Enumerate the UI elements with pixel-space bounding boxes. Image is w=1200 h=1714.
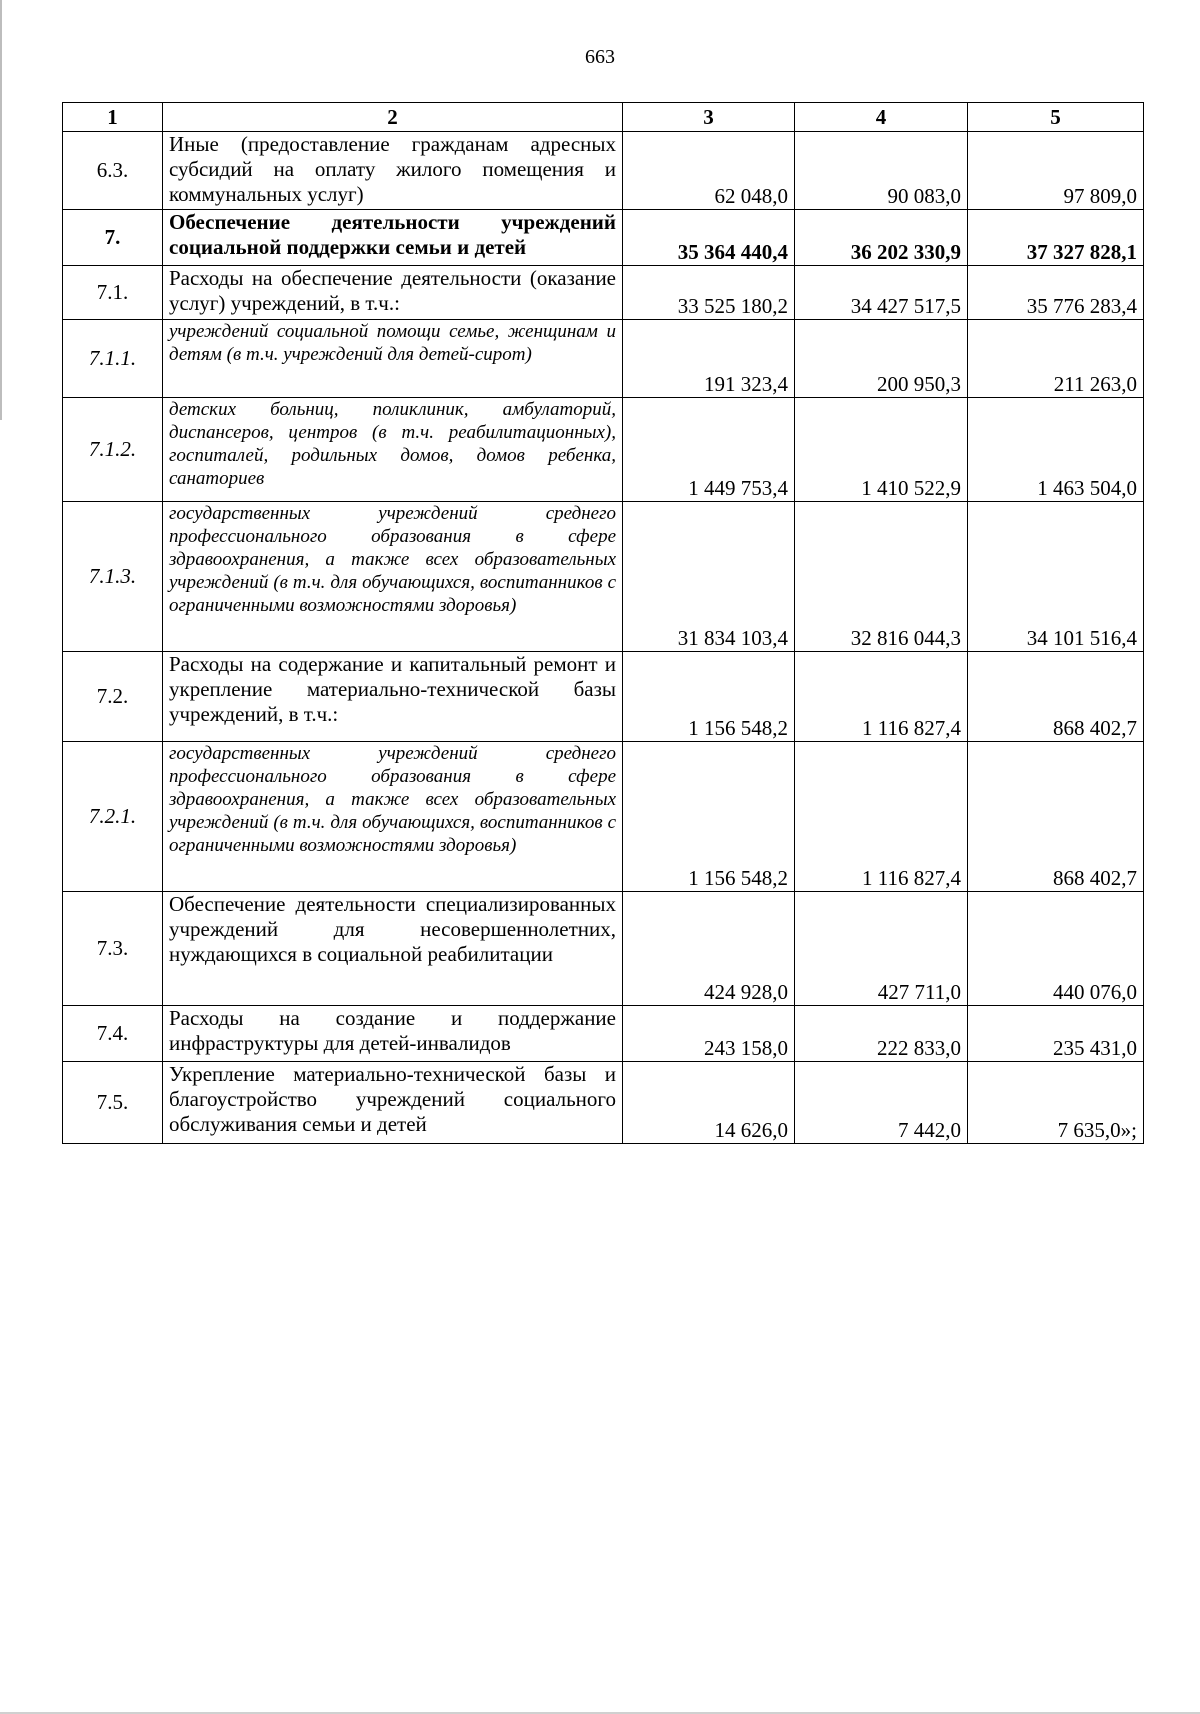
row-value-col4: 90 083,0 — [795, 132, 968, 210]
row-value-col3: 424 928,0 — [623, 892, 795, 1006]
row-value-col5: 34 101 516,4 — [968, 502, 1144, 652]
row-value-col3: 35 364 440,4 — [623, 210, 795, 266]
table-header-row — [63, 103, 1144, 132]
table-row — [63, 210, 1144, 266]
row-value-col4: 32 816 044,3 — [795, 502, 968, 652]
row-description: Укрепление материально-технической базы и благоустройство учреждений социального обслуживания семьи и детей — [163, 1062, 623, 1144]
row-value-col5: 235 431,0 — [968, 1006, 1144, 1062]
table-row — [63, 742, 1144, 892]
table-row — [63, 132, 1144, 210]
row-description: Обеспечение деятельности специализированных учреждений для несовершеннолетних, нуждающихся в социальной реабилитации — [163, 892, 623, 1006]
row-description: учреждений социальной помощи семье, женщинам и детям (в т.ч. учреждений для детей-сирот) — [163, 320, 623, 398]
row-description: государственных учреждений среднего профессионального образования в сфере здравоохранения, а также всех образовательных учреждений (в т.ч. для обучающихся, воспитанников с ограниченными возможностями здоровья) — [163, 502, 623, 652]
row-value-col4: 1 116 827,4 — [795, 742, 968, 892]
row-value-col5: 37 327 828,1 — [968, 210, 1144, 266]
row-number: 7.1. — [63, 266, 163, 320]
row-value-col5: 440 076,0 — [968, 892, 1144, 1006]
row-value-col4: 427 711,0 — [795, 892, 968, 1006]
header-col-2: 2 — [163, 103, 623, 132]
header-col-1: 1 — [63, 103, 163, 132]
row-value-col4: 1 116 827,4 — [795, 652, 968, 742]
row-value-col3: 62 048,0 — [623, 132, 795, 210]
row-value-col3: 1 449 753,4 — [623, 398, 795, 502]
row-number: 7.1.1. — [63, 320, 163, 398]
row-value-col3: 1 156 548,2 — [623, 742, 795, 892]
row-number: 7.2.1. — [63, 742, 163, 892]
row-value-col3: 1 156 548,2 — [623, 652, 795, 742]
row-value-col5: 868 402,7 — [968, 742, 1144, 892]
table-row — [63, 502, 1144, 652]
row-value-col4: 7 442,0 — [795, 1062, 968, 1144]
page-number: 663 — [585, 46, 615, 68]
row-description: Обеспечение деятельности учреждений социальной поддержки семьи и детей — [163, 210, 623, 266]
row-number: 7.1.3. — [63, 502, 163, 652]
table-row — [63, 1006, 1144, 1062]
row-value-col3: 31 834 103,4 — [623, 502, 795, 652]
row-value-col3: 14 626,0 — [623, 1062, 795, 1144]
header-col-4: 4 — [795, 103, 968, 132]
header-col-3: 3 — [623, 103, 795, 132]
row-number: 6.3. — [63, 132, 163, 210]
row-number: 7. — [63, 210, 163, 266]
row-value-col5: 97 809,0 — [968, 132, 1144, 210]
row-number: 7.1.2. — [63, 398, 163, 502]
table-row — [63, 1062, 1144, 1144]
row-value-col5: 868 402,7 — [968, 652, 1144, 742]
table-row — [63, 266, 1144, 320]
row-description: Иные (предоставление гражданам адресных субсидий на оплату жилого помещения и коммунальных услуг) — [163, 132, 623, 210]
row-value-col5: 1 463 504,0 — [968, 398, 1144, 502]
row-description: Расходы на обеспечение деятельности (оказание услуг) учреждений, в т.ч.: — [163, 266, 623, 320]
table-row — [63, 320, 1144, 398]
row-value-col5: 211 263,0 — [968, 320, 1144, 398]
row-value-col5: 7 635,0»; — [968, 1062, 1144, 1144]
row-value-col4: 36 202 330,9 — [795, 210, 968, 266]
row-value-col3: 191 323,4 — [623, 320, 795, 398]
header-col-5: 5 — [968, 103, 1144, 132]
row-value-col3: 243 158,0 — [623, 1006, 795, 1062]
row-description: детских больниц, поликлиник, амбулаторий, диспансеров, центров (в т.ч. реабилитационных), госпиталей, родильных домов, домов ребенка, санаториев — [163, 398, 623, 502]
row-value-col4: 1 410 522,9 — [795, 398, 968, 502]
row-description: Расходы на создание и поддержание инфраструктуры для детей-инвалидов — [163, 1006, 623, 1062]
table-row — [63, 398, 1144, 502]
row-value-col5: 35 776 283,4 — [968, 266, 1144, 320]
table-row — [63, 652, 1144, 742]
row-value-col4: 34 427 517,5 — [795, 266, 968, 320]
row-number: 7.2. — [63, 652, 163, 742]
row-value-col4: 200 950,3 — [795, 320, 968, 398]
row-number: 7.3. — [63, 892, 163, 1006]
row-number: 7.5. — [63, 1062, 163, 1144]
row-description: Расходы на содержание и капитальный ремонт и укрепление материально-технической базы учреждений, в т.ч.: — [163, 652, 623, 742]
row-number: 7.4. — [63, 1006, 163, 1062]
row-value-col3: 33 525 180,2 — [623, 266, 795, 320]
table-row — [63, 892, 1144, 1006]
row-description: государственных учреждений среднего профессионального образования в сфере здравоохранения, а также всех образовательных учреждений (в т.ч. для обучающихся, воспитанников с ограниченными возможностями здоровья) — [163, 742, 623, 892]
budget-table — [62, 102, 1144, 1144]
row-value-col4: 222 833,0 — [795, 1006, 968, 1062]
